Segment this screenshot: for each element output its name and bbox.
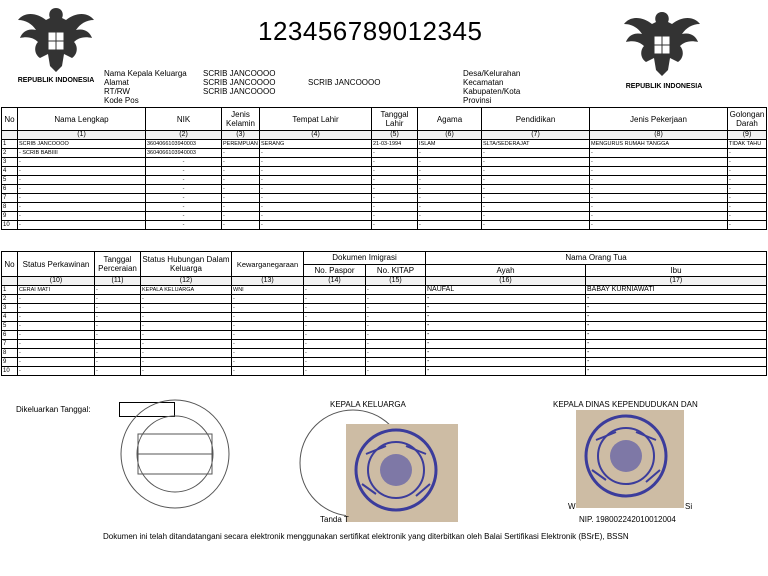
head-of-family-label: KEPALA KELUARGA	[330, 400, 406, 409]
col-number: (10)	[18, 277, 95, 286]
issued-date-label: Dikeluarkan Tanggal:	[16, 405, 91, 414]
emblem-label-right: REPUBLIK INDONESIA	[625, 83, 703, 90]
col-number: (1)	[18, 131, 146, 140]
table-cell: -	[590, 194, 728, 203]
table-cell: -	[728, 149, 767, 158]
table-cell: -	[18, 167, 146, 176]
header-mid-value: SCRIB JANCOOOO	[308, 78, 381, 87]
th2-status-perkawinan: Status Perkawinan	[18, 252, 95, 277]
table-cell: -	[586, 358, 767, 367]
row-number: 1	[2, 140, 18, 149]
table-cell: ISLAM	[418, 140, 482, 149]
row-number: 6	[2, 185, 18, 194]
col-number: (8)	[590, 131, 728, 140]
table-cell: -	[426, 358, 586, 367]
family-members-table	[1, 107, 767, 230]
table-cell: -	[426, 331, 586, 340]
table-cell: -	[146, 167, 222, 176]
table-cell: - SCRIB BABIIII	[18, 149, 146, 158]
col-number: (5)	[372, 131, 418, 140]
row-number: 9	[2, 212, 18, 221]
table-row	[2, 340, 767, 349]
row-number: 10	[2, 221, 18, 230]
table-row	[2, 349, 767, 358]
table-cell: -	[18, 358, 95, 367]
si-letters: Si	[685, 502, 693, 511]
table-cell: -	[728, 158, 767, 167]
table-cell: -	[304, 295, 366, 304]
table-cell: -	[146, 194, 222, 203]
table-cell: -	[426, 304, 586, 313]
table-row	[2, 212, 767, 221]
col-number: (3)	[222, 131, 260, 140]
col-number: (14)	[304, 277, 366, 286]
signature-stamp-circle-left-icon	[118, 398, 232, 510]
th-tanggal-lahir: Tanggal Lahir	[372, 108, 418, 131]
table-cell: -	[304, 313, 366, 322]
th-jenis-pekerjaan: Jenis Pekerjaan	[590, 108, 728, 131]
table-cell: -	[418, 149, 482, 158]
table-row	[2, 203, 767, 212]
table-cell: -	[366, 340, 426, 349]
table-cell: -	[372, 194, 418, 203]
th2-status-hubungan: Status Hubungan Dalam Keluarga	[141, 252, 232, 277]
row-number: 9	[2, 358, 18, 367]
table-cell: -	[418, 158, 482, 167]
table-cell: -	[95, 349, 141, 358]
table-cell: -	[222, 167, 260, 176]
row-number: 4	[2, 313, 18, 322]
table-cell: -	[586, 322, 767, 331]
table-cell: SCRIB JANCOOOO	[18, 140, 146, 149]
seal-photo-right	[576, 410, 684, 508]
header-right-labels	[463, 69, 520, 105]
seal-photo-middle	[346, 424, 458, 522]
table-row	[2, 322, 767, 331]
table-cell: -	[260, 221, 372, 230]
table-cell: -	[18, 322, 95, 331]
th2-ayah: Ayah	[426, 264, 586, 277]
table-cell: -	[141, 322, 232, 331]
th-nama-lengkap: Nama Lengkap	[18, 108, 146, 131]
table-cell: -	[418, 221, 482, 230]
garuda-emblem-left-icon	[16, 2, 96, 74]
table-cell: -	[260, 176, 372, 185]
table-cell: -	[426, 340, 586, 349]
garuda-emblem-right-icon	[622, 6, 702, 78]
label-kepala-keluarga: Nama Kepala Keluarga	[104, 69, 187, 78]
table-cell: -	[482, 167, 590, 176]
table-cell: -	[728, 203, 767, 212]
table-cell: -	[728, 194, 767, 203]
table-cell: -	[482, 185, 590, 194]
th2-kewarganegaraan: Kewarganegaraan	[232, 252, 304, 277]
table-cell: -	[728, 176, 767, 185]
table-cell: -	[482, 203, 590, 212]
table-cell: -	[95, 295, 141, 304]
table-cell: -	[146, 203, 222, 212]
th-no: No	[2, 108, 18, 131]
table-cell: -	[260, 149, 372, 158]
table-cell: -	[372, 176, 418, 185]
table-cell: -	[418, 194, 482, 203]
table-cell: SLTA/SEDERAJAT	[482, 140, 590, 149]
table-row	[2, 185, 767, 194]
label-provinsi: Provinsi	[463, 96, 492, 105]
table-cell: -	[18, 221, 146, 230]
label-kabupaten: Kabupaten/Kota	[463, 87, 521, 96]
th2-no-paspor: No. Paspor	[304, 264, 366, 277]
table-row	[2, 140, 767, 149]
row-number: 8	[2, 349, 18, 358]
row-number: 2	[2, 295, 18, 304]
table-cell: -	[418, 185, 482, 194]
header-left-labels	[104, 69, 187, 105]
row-number: 3	[2, 304, 18, 313]
table-cell: -	[304, 340, 366, 349]
col-number: (16)	[426, 277, 586, 286]
table-cell: -	[426, 322, 586, 331]
table-cell: -	[232, 340, 304, 349]
col-number-blank	[2, 277, 18, 286]
table-cell: -	[18, 340, 95, 349]
table-cell: -	[18, 203, 146, 212]
table-row	[2, 176, 767, 185]
table-row	[2, 304, 767, 313]
row-number: 3	[2, 158, 18, 167]
table-cell: -	[418, 212, 482, 221]
table-cell: -	[232, 313, 304, 322]
label-alamat: Alamat	[104, 78, 129, 87]
col-number: (12)	[141, 277, 232, 286]
table-row	[2, 358, 767, 367]
table-row	[2, 313, 767, 322]
table-cell: -	[222, 194, 260, 203]
table-cell: -	[482, 194, 590, 203]
digital-signature-disclaimer: Dokumen ini telah ditandatangani secara elektronik menggunakan sertifikat elektronik yang diterbitkan oleh Balai Sertifikasi Elektronik (BSrE), BSSN	[103, 532, 629, 541]
table-cell: -	[366, 286, 426, 295]
table-cell: 3604066103940003	[146, 140, 222, 149]
table-cell: -	[18, 313, 95, 322]
table-cell: -	[728, 221, 767, 230]
col-number: (17)	[586, 277, 767, 286]
table-cell: -	[586, 295, 767, 304]
table-row	[2, 367, 767, 376]
table-cell: -	[260, 194, 372, 203]
table-cell: -	[590, 167, 728, 176]
table-cell: -	[141, 367, 232, 376]
table-cell: -	[590, 203, 728, 212]
th-nik: NIK	[146, 108, 222, 131]
table-cell: -	[232, 322, 304, 331]
table-cell: -	[146, 185, 222, 194]
head-of-office-label: KEPALA DINAS KEPENDUDUKAN DAN	[553, 400, 698, 409]
table-cell: -	[260, 212, 372, 221]
value-alamat: SCRIB JANCOOOO	[203, 78, 276, 87]
table-cell: -	[426, 367, 586, 376]
table-cell: -	[18, 212, 146, 221]
th2-ibu: Ibu	[586, 264, 767, 277]
th-tempat-lahir: Tempat Lahir	[260, 108, 372, 131]
table-cell: -	[141, 304, 232, 313]
table-cell: -	[304, 322, 366, 331]
table-row	[2, 295, 767, 304]
table-cell: BABAY KURNIAWATI	[586, 286, 767, 295]
header-left-values	[203, 69, 275, 96]
table-cell: -	[586, 331, 767, 340]
th2-no: No	[2, 252, 18, 277]
table-cell: -	[304, 367, 366, 376]
table-cell: -	[222, 149, 260, 158]
table-cell: -	[18, 367, 95, 376]
th-golongan-darah: Golongan Darah	[728, 108, 767, 131]
table-cell: -	[95, 367, 141, 376]
table-cell: -	[482, 221, 590, 230]
table-cell: -	[372, 158, 418, 167]
table-cell: MENGURUS RUMAH TANGGA	[590, 140, 728, 149]
row-number: 10	[2, 367, 18, 376]
table-cell: -	[366, 322, 426, 331]
row-number: 6	[2, 331, 18, 340]
table-cell: -	[426, 313, 586, 322]
table-row	[2, 221, 767, 230]
table-cell: -	[222, 158, 260, 167]
table-cell: -	[418, 167, 482, 176]
document-number: 123456789012345	[258, 16, 483, 46]
table-cell: -	[590, 149, 728, 158]
table-cell: -	[232, 358, 304, 367]
table-cell: -	[304, 349, 366, 358]
table-cell: -	[366, 349, 426, 358]
table-row	[2, 331, 767, 340]
table-cell: -	[95, 358, 141, 367]
table-row	[2, 158, 767, 167]
table-cell: -	[366, 313, 426, 322]
table-cell: -	[222, 212, 260, 221]
label-rt-rw: RT/RW	[104, 87, 130, 96]
table-cell: -	[586, 367, 767, 376]
table-cell: TIDAK TAHU	[728, 140, 767, 149]
row-number: 7	[2, 194, 18, 203]
table-cell: -	[232, 304, 304, 313]
table-cell: -	[482, 212, 590, 221]
table-cell: -	[232, 349, 304, 358]
table-cell: -	[95, 286, 141, 295]
nip-label: NIP. 198002242010012004	[579, 515, 676, 524]
table-cell: PEREMPUAN	[223, 141, 258, 147]
table-cell: -	[482, 158, 590, 167]
table-cell: -	[222, 221, 260, 230]
value-rt-rw: SCRIB JANCOOOO	[203, 87, 276, 96]
th-jenis-kelamin: Jenis Kelamin	[222, 108, 260, 131]
col-number: (15)	[366, 277, 426, 286]
emblem-label-left: REPUBLIK INDONESIA	[17, 77, 95, 84]
table-cell: -	[304, 286, 366, 295]
table-cell: -	[95, 340, 141, 349]
table-cell: -	[482, 149, 590, 158]
table-row	[2, 167, 767, 176]
table-cell: -	[590, 176, 728, 185]
table-cell: -	[146, 176, 222, 185]
table-cell: -	[260, 158, 372, 167]
table-cell: -	[304, 304, 366, 313]
tanda-tangan-label: Tanda T	[320, 515, 349, 524]
table-cell: -	[366, 295, 426, 304]
table-cell: -	[141, 313, 232, 322]
table-cell: -	[232, 295, 304, 304]
row-number: 2	[2, 149, 18, 158]
table-cell: -	[366, 367, 426, 376]
table-cell: -	[18, 176, 146, 185]
table-cell: -	[372, 203, 418, 212]
table-cell: SERANG	[260, 140, 372, 149]
table-cell: -	[141, 295, 232, 304]
table-cell: -	[18, 331, 95, 340]
table-cell: -	[141, 331, 232, 340]
col-number: (13)	[232, 277, 304, 286]
label-kode-pos: Kode Pos	[104, 96, 139, 105]
table-cell: -	[590, 185, 728, 194]
col-number: (9)	[728, 131, 767, 140]
ministry-seal-right-icon	[576, 410, 684, 508]
row-number: 1	[2, 286, 18, 295]
table-cell: -	[586, 340, 767, 349]
row-number: 5	[2, 176, 18, 185]
ministry-seal-icon	[346, 424, 458, 522]
col-number: (2)	[146, 131, 222, 140]
table-cell: -	[372, 167, 418, 176]
table-cell: 3604066103940003	[146, 149, 222, 158]
table-cell: -	[426, 295, 586, 304]
table-cell: -	[372, 185, 418, 194]
table-cell: -	[141, 358, 232, 367]
col-number-blank	[2, 131, 18, 140]
table-cell: -	[482, 176, 590, 185]
table-cell: -	[586, 304, 767, 313]
th2-tanggal-perceraian: Tanggal Perceraian	[95, 252, 141, 277]
label-desa: Desa/Kelurahan	[463, 69, 521, 78]
table-cell: -	[222, 185, 260, 194]
table-cell: WNI	[232, 286, 304, 295]
table-cell: -	[222, 203, 260, 212]
table-cell: -	[146, 212, 222, 221]
row-number: 8	[2, 203, 18, 212]
table-cell: -	[95, 331, 141, 340]
table-row	[2, 149, 767, 158]
table-cell: -	[372, 221, 418, 230]
th-pendidikan: Pendidikan	[482, 108, 590, 131]
table-cell: -	[95, 304, 141, 313]
table-cell: -	[426, 349, 586, 358]
table-row	[2, 286, 767, 295]
table-cell: -	[366, 331, 426, 340]
family-status-table	[1, 251, 767, 376]
col-number: (7)	[482, 131, 590, 140]
table-cell: -	[728, 167, 767, 176]
value-kepala-keluarga: SCRIB JANCOOOO	[203, 69, 276, 78]
table-cell: -	[372, 149, 418, 158]
col-number: (6)	[418, 131, 482, 140]
table-cell: -	[18, 304, 95, 313]
table-cell: -	[18, 185, 146, 194]
table-cell: -	[304, 331, 366, 340]
table-cell: -	[728, 212, 767, 221]
row-number: 7	[2, 340, 18, 349]
th2-dokumen-imigrasi: Dokumen Imigrasi	[304, 252, 426, 265]
table-cell: -	[232, 367, 304, 376]
table-cell: -	[232, 331, 304, 340]
table-cell: -	[590, 158, 728, 167]
table-cell: -	[146, 158, 222, 167]
label-kecamatan: Kecamatan	[463, 78, 504, 87]
col-number: (4)	[260, 131, 372, 140]
table-cell: -	[418, 203, 482, 212]
th2-nama-orang-tua: Nama Orang Tua	[426, 252, 767, 265]
table-cell: -	[222, 176, 260, 185]
table-cell: -	[260, 167, 372, 176]
table-cell: -	[141, 340, 232, 349]
row-number: 4	[2, 167, 18, 176]
th-agama: Agama	[418, 108, 482, 131]
w-letter: W	[568, 502, 576, 511]
table-cell: -	[590, 212, 728, 221]
table-cell: -	[586, 313, 767, 322]
table-cell: KEPALA KELUARGA	[141, 286, 232, 295]
table-cell: -	[260, 185, 372, 194]
table-cell: -	[146, 221, 222, 230]
table-cell: -	[18, 349, 95, 358]
row-number: 5	[2, 322, 18, 331]
table-cell: -	[366, 358, 426, 367]
table-cell: 21-03-1994	[372, 140, 418, 149]
table-cell: -	[372, 212, 418, 221]
table-cell: -	[18, 158, 146, 167]
table-cell: -	[260, 203, 372, 212]
table-cell: -	[586, 349, 767, 358]
table-row	[2, 194, 767, 203]
table-cell: -	[590, 221, 728, 230]
table-cell: -	[95, 322, 141, 331]
col-number: (11)	[95, 277, 141, 286]
table-cell: NAUFAL	[426, 286, 586, 295]
table-cell: -	[141, 349, 232, 358]
table-cell: -	[95, 313, 141, 322]
th2-no-kitap: No. KITAP	[366, 264, 426, 277]
table-cell: -	[304, 358, 366, 367]
table-cell: -	[418, 176, 482, 185]
table-cell: CERAI MATI	[18, 286, 95, 295]
table-cell: -	[18, 194, 146, 203]
table-cell: -	[728, 185, 767, 194]
table-cell: -	[366, 304, 426, 313]
table-cell: -	[18, 295, 95, 304]
